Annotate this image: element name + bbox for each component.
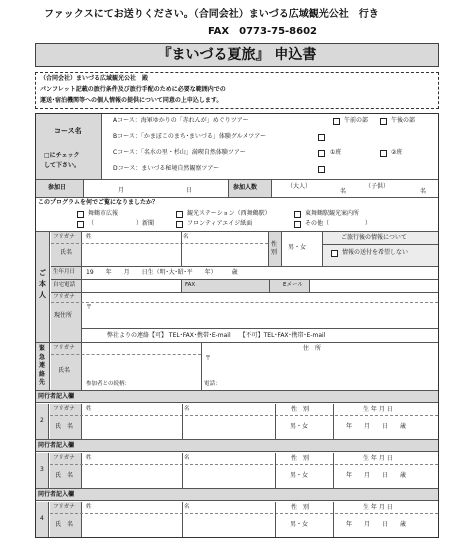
companion-sex-value: 男・女 bbox=[290, 423, 309, 430]
principal-name-label: 氏名 bbox=[60, 249, 73, 256]
companion-header bbox=[36, 489, 438, 501]
privacy-line3: 運送･宿泊機関等への個人情報の提供について同意の上申込します。 bbox=[40, 97, 223, 104]
how-opt1-checkbox[interactable] bbox=[77, 211, 84, 218]
companion-name-label: 氏 名 bbox=[55, 472, 74, 479]
companion-dob-value: 年 月 日 歳 bbox=[346, 423, 407, 430]
companion-dob-label: 生 年 月 日 bbox=[363, 406, 393, 413]
companion-dob-value: 年 月 日 歳 bbox=[346, 521, 407, 528]
companion-mei: 名 bbox=[184, 455, 190, 461]
privacy-box bbox=[35, 72, 439, 109]
info-optout-checkbox[interactable] bbox=[331, 250, 338, 257]
course-b: Bコース：「かまぼこのまち･まいづる」体験グルメツアー bbox=[113, 133, 267, 140]
divider bbox=[275, 453, 276, 488]
divider bbox=[36, 197, 438, 198]
companion-name-label: 氏 名 bbox=[55, 423, 74, 430]
how-opt6-checkbox[interactable] bbox=[294, 221, 301, 228]
companion-no: 3 bbox=[40, 466, 44, 473]
emergency-address: 住 所 bbox=[303, 345, 322, 352]
companion-sei: 姓 bbox=[86, 504, 92, 510]
divider bbox=[182, 404, 183, 439]
companion-sex-label: 性 別 bbox=[291, 504, 310, 511]
contact-preference: 弊社よりの連絡【可】 TEL･FAX･携帯･E-mail 【不可】TEL･FAX･携帯･E-mail bbox=[107, 332, 326, 339]
adult-unit: 名 bbox=[340, 188, 347, 195]
date-label: 参加日 bbox=[48, 184, 67, 191]
dob-label: 生年月日 bbox=[53, 269, 76, 275]
companion-furigana: フリガナ bbox=[53, 455, 75, 461]
how-opt1: 舞鶴市広報 bbox=[88, 210, 119, 217]
info-optout: 情報の送付を希望しない bbox=[342, 249, 409, 256]
how-opt6: その他（ ） bbox=[305, 220, 372, 227]
course-a-am-checkbox[interactable] bbox=[333, 118, 340, 125]
companion-sei: 姓 bbox=[86, 406, 92, 412]
course-c-2: ②班 bbox=[391, 149, 403, 156]
privacy-line1: （合同会社）まいづる広域観光公社 殿 bbox=[40, 75, 149, 82]
count-label: 参加人数 bbox=[233, 184, 258, 191]
companion-name-label: 氏 名 bbox=[55, 521, 74, 528]
adult-label: （大人） bbox=[287, 183, 312, 190]
principal-mei: 名 bbox=[183, 234, 189, 240]
companion-sei: 姓 bbox=[86, 455, 92, 461]
fax-label: FAX bbox=[185, 282, 196, 288]
email-label: Eメール bbox=[283, 282, 303, 288]
companion-furigana: フリガナ bbox=[53, 406, 75, 412]
companion-mei: 名 bbox=[184, 504, 190, 510]
how-opt2: 観光ステーション（西舞鶴駅） bbox=[187, 210, 271, 217]
emergency-relation: 参加者との続柄： bbox=[86, 381, 131, 387]
divider bbox=[275, 502, 276, 537]
furigana-divider bbox=[50, 415, 438, 416]
principal-sex-value: 男・女 bbox=[288, 244, 307, 251]
companion-sex-value: 男・女 bbox=[290, 472, 309, 479]
companion-header-label: 同行者記入欄 bbox=[38, 442, 75, 449]
course-a-am: 午前の部 bbox=[344, 117, 369, 124]
course-label-cell bbox=[36, 114, 102, 179]
principal-sei: 姓 bbox=[86, 234, 92, 240]
how-opt4: （ ）新聞 bbox=[88, 220, 155, 227]
divider bbox=[333, 502, 334, 537]
how-opt2-checkbox[interactable] bbox=[176, 211, 183, 218]
companion-sex-label: 性 別 bbox=[291, 455, 310, 462]
companion-header-label: 同行者記入欄 bbox=[38, 491, 75, 498]
furigana-divider bbox=[50, 513, 438, 514]
phone-label: 自宅電話 bbox=[53, 282, 76, 288]
emergency-name-label: 氏名 bbox=[58, 367, 71, 374]
divider bbox=[82, 328, 438, 329]
furigana-divider bbox=[51, 302, 438, 303]
divider bbox=[323, 244, 438, 245]
course-a-pm: 午後の部 bbox=[391, 117, 416, 124]
course-hint2: して下さい。 bbox=[44, 162, 81, 169]
divider bbox=[51, 292, 438, 293]
companion-dob-label: 生 年 月 日 bbox=[363, 504, 393, 511]
principal-sex-label: 性別 bbox=[271, 241, 278, 256]
companion-dob-label: 生 年 月 日 bbox=[363, 455, 393, 462]
course-c: Cコース：「名水の里・杉山」満喫自然体験ツアー bbox=[113, 149, 246, 156]
how-opt3: 東舞鶴駅観光案内所 bbox=[305, 210, 360, 217]
companion-sex-value: 男・女 bbox=[290, 521, 309, 528]
companion-mei: 名 bbox=[184, 406, 190, 412]
child-unit: 名 bbox=[420, 188, 427, 195]
principal-furigana: フリガナ bbox=[53, 234, 75, 240]
address-furigana: フリガナ bbox=[53, 294, 75, 300]
divider bbox=[309, 280, 310, 292]
privacy-line2: パンフレット記載の旅行条件及び旅行手配のために必要な範囲内での bbox=[40, 86, 226, 93]
principal-side-label: ご本人 bbox=[39, 269, 46, 299]
companion-sex-label: 性 別 bbox=[291, 406, 310, 413]
divider bbox=[275, 404, 276, 439]
furigana-divider bbox=[51, 243, 268, 244]
emergency-postal: 〒 bbox=[205, 355, 212, 362]
how-opt5-checkbox[interactable] bbox=[176, 221, 183, 228]
title-bar bbox=[35, 43, 439, 67]
divider bbox=[51, 266, 438, 267]
divider bbox=[36, 342, 438, 343]
companion-header bbox=[36, 391, 438, 403]
how-question: このプログラムを何でご覧になりましたか？ bbox=[38, 199, 158, 206]
divider bbox=[181, 232, 182, 266]
divider bbox=[333, 453, 334, 488]
how-opt3-checkbox[interactable] bbox=[294, 211, 301, 218]
divider bbox=[201, 343, 202, 390]
address-postal: 〒 bbox=[86, 304, 93, 311]
divider bbox=[333, 404, 334, 439]
divider bbox=[182, 502, 183, 537]
emergency-side-label: 緊急連絡先 bbox=[39, 345, 46, 386]
dob-value: 19 年 月 日生（明･大･昭･平 年） 歳 bbox=[86, 269, 238, 276]
course-d-checkbox[interactable] bbox=[318, 166, 325, 173]
page-title: 『まいづる夏旅』 申込書 bbox=[157, 47, 317, 63]
course-c-2-checkbox[interactable] bbox=[380, 150, 387, 157]
companion-furigana: フリガナ bbox=[53, 504, 75, 510]
day-unit: 日 bbox=[186, 187, 193, 194]
course-c-1-checkbox[interactable] bbox=[318, 150, 325, 157]
course-label: コース名 bbox=[54, 127, 82, 135]
furigana-divider bbox=[50, 464, 438, 465]
emergency-furigana: フリガナ bbox=[53, 345, 75, 351]
companion-header bbox=[36, 440, 438, 452]
fax-line: ファックスにてお送りください。（合同会社）まいづる広域観光公社 行き bbox=[44, 9, 379, 20]
companion-no: 2 bbox=[40, 417, 44, 424]
emergency-tel: 電話： bbox=[204, 381, 221, 387]
child-label: （子供） bbox=[365, 183, 390, 190]
address-label: 現住所 bbox=[54, 312, 73, 319]
course-hint1: □にチェック bbox=[44, 152, 80, 159]
how-opt4-checkbox[interactable] bbox=[77, 221, 84, 228]
fax-number: FAX 0773-75-8602 bbox=[208, 26, 318, 37]
companion-dob-value: 年 月 日 歳 bbox=[346, 472, 407, 479]
furigana-divider bbox=[51, 354, 201, 355]
course-b-checkbox[interactable] bbox=[318, 134, 325, 141]
course-a: Aコース：海軍ゆかりの「赤れんが」めぐりツアー bbox=[113, 117, 249, 124]
course-d: Dコース：まいづる秘境自然観察ツアー bbox=[113, 165, 220, 172]
divider bbox=[182, 453, 183, 488]
companion-no: 4 bbox=[40, 515, 44, 522]
course-c-1: ①班 bbox=[330, 149, 342, 156]
info-box bbox=[323, 232, 438, 266]
companion-header-label: 同行者記入欄 bbox=[38, 393, 75, 400]
how-opt5: フロンティアエイジ紙面 bbox=[187, 220, 253, 227]
course-a-pm-checkbox[interactable] bbox=[380, 118, 387, 125]
month-unit: 月 bbox=[118, 187, 125, 194]
info-title: ご旅行後の情報について bbox=[341, 234, 407, 241]
